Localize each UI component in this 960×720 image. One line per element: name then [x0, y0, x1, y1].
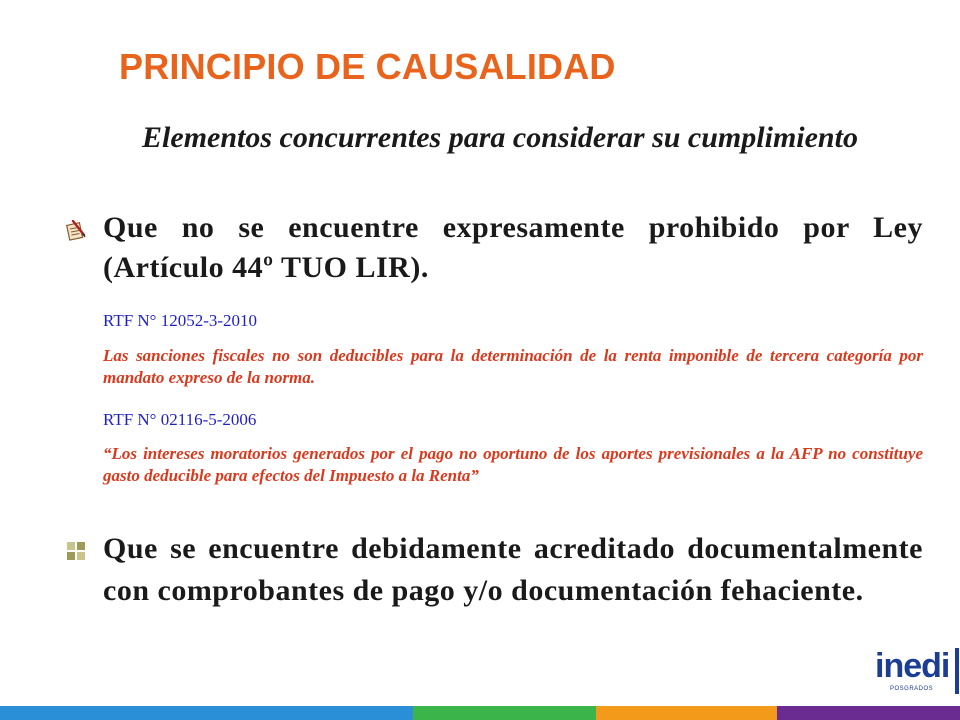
footer-bar-blue	[0, 706, 413, 720]
footer-bar-orange	[596, 706, 777, 720]
footer-bar-purple	[777, 706, 960, 720]
reference-quote: Las sanciones fiscales no son deducibles para la determinación de la renta imponible de tercera categoría por mandato expreso de la norma.	[103, 346, 923, 387]
logo-divider	[955, 648, 959, 694]
inedi-logo	[873, 646, 960, 702]
slide-title: PRINCIPIO DE CAUSALIDAD	[119, 46, 616, 87]
logo-wordmark: inedi	[875, 647, 950, 685]
reference-label: RTF N° 02116-5-2006	[103, 410, 257, 429]
reference-label: RTF N° 12052-3-2010	[103, 311, 258, 330]
slide-subtitle: Elementos concurrentes para considerar su cumplimiento	[142, 121, 858, 154]
document-pen-icon	[64, 218, 88, 242]
logo-tagline: POSGRADOS	[890, 686, 934, 692]
point-documented-proof: Que se encuentre debidamente acreditado documentalmente con comprobantes de pago y/o documentación fehaciente.	[103, 532, 923, 607]
reference-quote: “Los intereses moratorios generados por el pago no oportuno de los aportes previsionales a la AFP no constituye gasto deducible para efectos del Impuesto a la Renta”	[103, 444, 923, 485]
footer-bar-green	[413, 706, 596, 720]
grid-squares-icon	[66, 541, 86, 561]
footer-color-bar	[0, 706, 960, 720]
point-prohibited-by-law: Que no se encuentre expresamente prohibido por Ley (Artículo 44º TUO LIR).	[103, 211, 923, 284]
